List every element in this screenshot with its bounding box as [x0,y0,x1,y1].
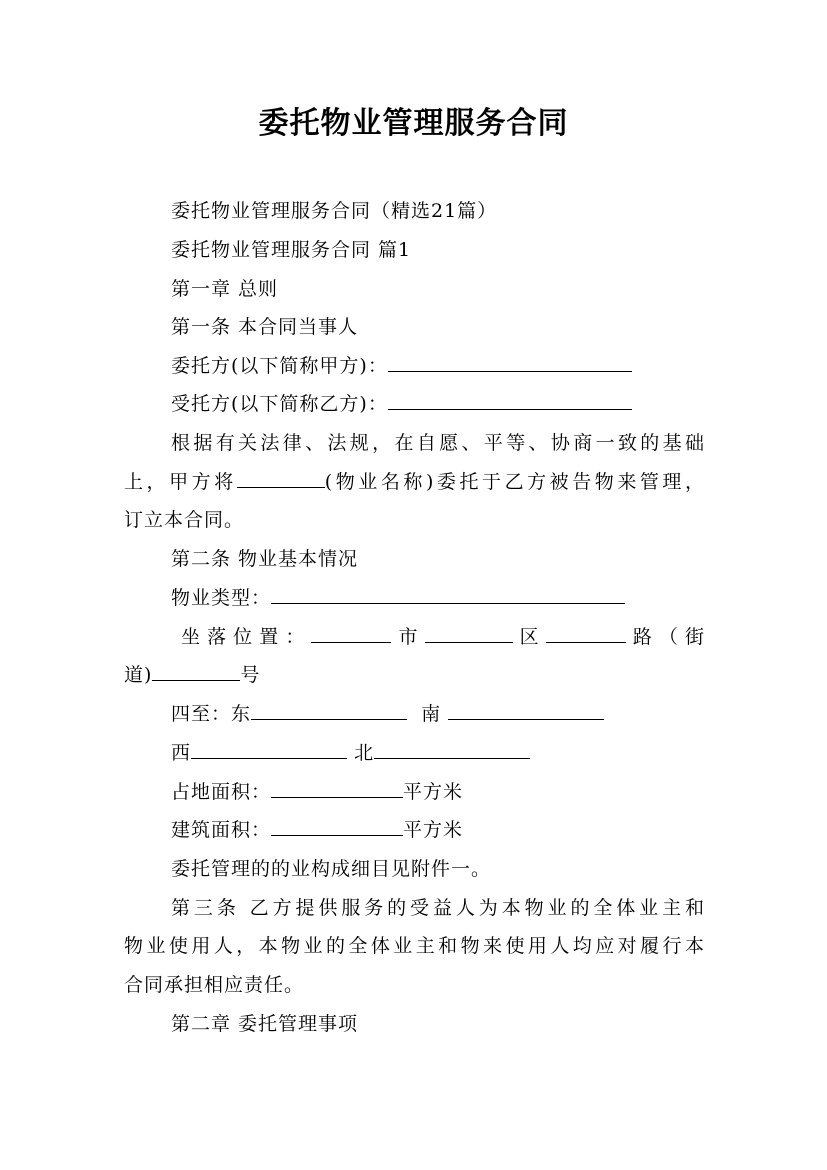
field-label: 坐落位置： [181,626,312,648]
blank-field [425,618,513,643]
article-heading: 第一条 本合同当事人 [171,316,359,338]
boundary-line-east-south [171,694,704,734]
text-segment: 号 [240,664,261,686]
building-area-line [171,810,704,850]
blank-field [546,618,626,643]
blank-field [271,773,403,798]
field-label: 南 [421,703,442,725]
field-label: 物业类型： [171,587,272,609]
text-segment: (物业名称)委托于乙方被告物来管理， [324,471,704,493]
blank-field [251,695,407,720]
field-label: 委托方(以下简称甲方)： [171,355,388,377]
paragraph-line: 委托物业管理服务合同（精选21篇） [171,200,498,222]
text-segment: 区 [512,626,546,648]
boundary-line-west-north [171,733,704,773]
party-a-line [171,346,704,386]
unit-label: 平方米 [403,819,464,841]
blank-field [374,734,530,759]
article-heading: 第二条 物业基本情况 [171,548,359,570]
field-label: 西 [171,742,192,764]
location-line [181,617,704,657]
field-label: 建筑面积： [171,819,272,841]
blank-field [152,656,240,681]
unit-label: 平方米 [403,781,464,803]
paragraph-line: 合同承担相应责任。 [124,974,305,996]
blank-field [271,811,403,836]
blank-field [271,579,625,604]
blank-field [388,347,632,372]
paragraph-line: 委托物业管理服务合同 篇1 [171,239,412,261]
paragraph-line: 委托管理的的业构成细目见附件一。 [171,858,492,880]
paragraph-line: 订立本合同。 [124,509,245,531]
document-title: 委托物业管理服务合同 [258,106,569,141]
blank-field [191,734,347,759]
field-label: 受托方(以下简称乙方)： [171,393,388,415]
chapter-heading: 第二章 委托管理事项 [171,1013,359,1035]
field-label: 北 [354,742,375,764]
paragraph-line: 第三条 乙方提供服务的受益人为本物业的全体业主和 [171,897,704,919]
field-label: 占地面积： [171,781,272,803]
property-type-line [171,578,704,618]
text-segment: 道) [124,664,153,686]
blank-field [388,385,632,410]
paragraph-line: 根据有关法律、法规，在自愿、平等、协商一致的基础 [171,432,704,454]
land-area-line [171,772,704,812]
text-segment: 路（街 [625,626,704,648]
field-label: 四至：东 [171,703,252,725]
blank-field [448,695,604,720]
text-segment: 市 [391,626,425,648]
blank-field [237,463,325,488]
paragraph-line [124,462,704,502]
blank-field [311,618,391,643]
text-segment: 上，甲方将 [124,471,237,493]
chapter-heading: 第一章 总则 [171,278,279,300]
paragraph-line: 物业使用人，本物业的全体业主和物来使用人均应对履行本 [124,935,704,957]
location-line-cont [124,655,704,695]
party-b-line [171,384,704,424]
